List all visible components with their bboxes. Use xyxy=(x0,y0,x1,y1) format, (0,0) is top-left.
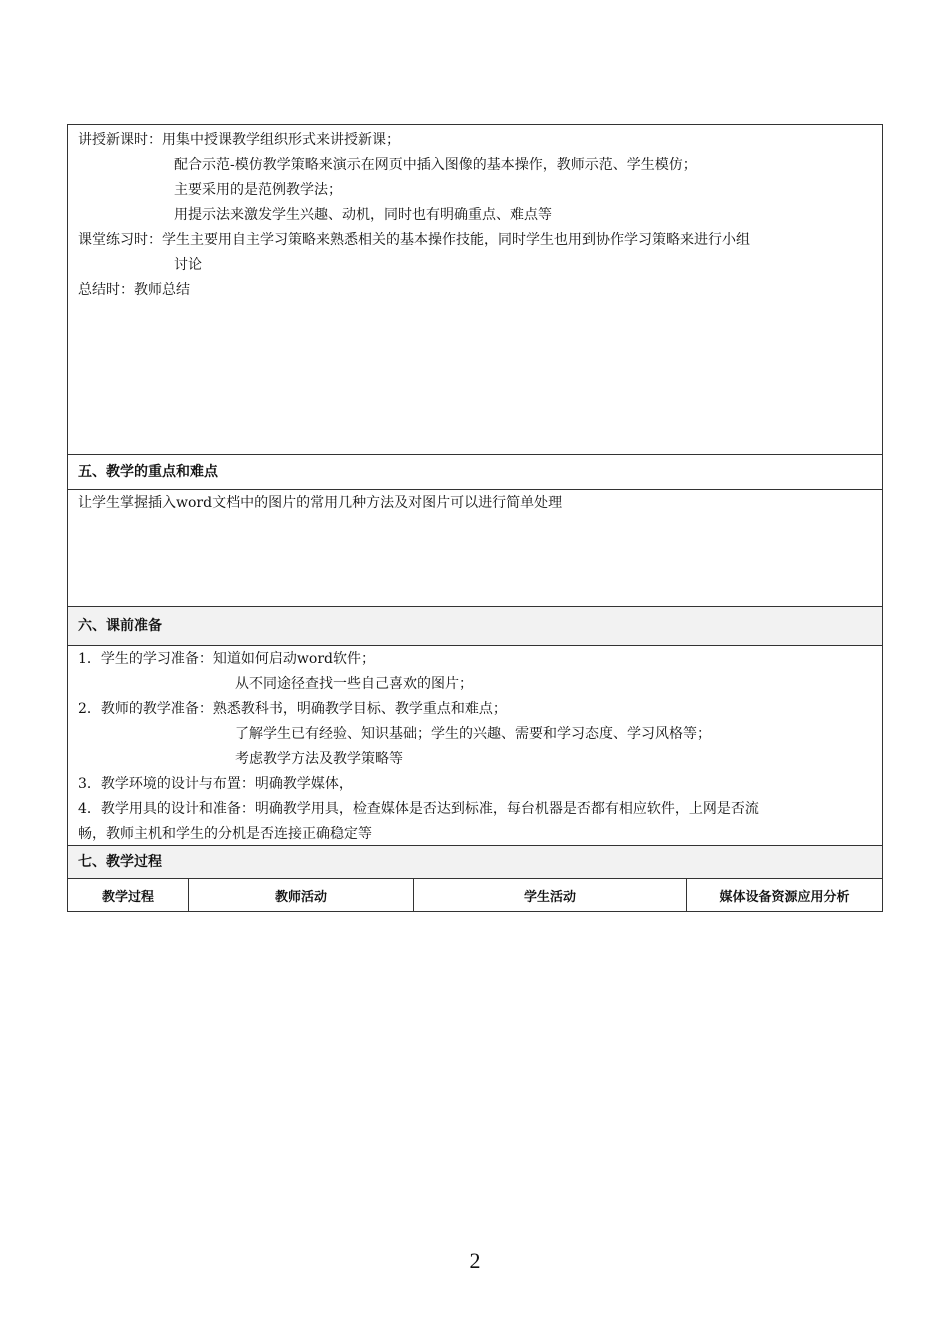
section5-title: 五、教学的重点和难点 xyxy=(78,464,218,480)
prep-line: 畅，教师主机和学生的分机是否连接正确稳定等 xyxy=(78,826,372,842)
methods-line: 主要采用的是范例教学法； xyxy=(174,182,342,198)
prep-line: 3．教学环境的设计与布置：明确教学媒体， xyxy=(78,776,353,792)
column-header-student-activity: 学生活动 xyxy=(414,879,687,911)
section5-heading xyxy=(67,455,883,490)
methods-line: 讲授新课时：用集中授课教学组织形式来讲授新课； xyxy=(78,132,400,148)
page-number: 2 xyxy=(469,1248,481,1273)
methods-line: 配合示范-模仿教学策略来演示在网页中插入图像的基本操作，教师示范、学生模仿； xyxy=(174,157,697,173)
prep-line: 1．学生的学习准备：知道如何启动word软件； xyxy=(78,651,375,667)
methods-line: 用提示法来激发学生兴趣、动机，同时也有明确重点、难点等 xyxy=(174,207,552,223)
column-header-media-analysis: 媒体设备资源应用分析 xyxy=(719,889,850,905)
methods-cell xyxy=(67,124,883,455)
section6-heading xyxy=(67,607,883,646)
section5-content: 让学生掌握插入word文档中的图片的常用几种方法及对图片可以进行简单处理 xyxy=(78,495,563,511)
prep-line: 4．教学用具的设计和准备：明确教学用具，检查媒体是否达到标准，每台机器是否都有相应软件，上网是否流 xyxy=(78,801,759,817)
prep-line: 从不同途径查找一些自己喜欢的图片； xyxy=(235,676,473,692)
process-table-header xyxy=(67,879,883,912)
prep-line: 2．教师的教学准备：熟悉教科书，明确教学目标、教学重点和难点； xyxy=(78,701,507,717)
section5-content-cell xyxy=(67,490,883,607)
column-header-process: 教学过程 xyxy=(68,879,189,911)
column-header-teacher-activity: 教师活动 xyxy=(189,879,414,911)
section7-heading xyxy=(67,846,883,879)
section7-title: 七、教学过程 xyxy=(78,854,162,870)
prep-line: 了解学生已有经验、知识基础；学生的兴趣、需要和学习态度、学习风格等； xyxy=(235,726,711,742)
section6-title: 六、课前准备 xyxy=(78,618,162,634)
prep-line: 考虑教学方法及教学策略等 xyxy=(235,751,403,767)
methods-line: 课堂练习时：学生主要用自主学习策略来熟悉相关的基本操作技能，同时学生也用到协作学习策略来进行小组 xyxy=(78,232,750,248)
methods-line: 讨论 xyxy=(174,257,202,273)
methods-line: 总结时：教师总结 xyxy=(78,282,190,298)
lesson-plan-table xyxy=(67,124,883,912)
section6-content-cell xyxy=(67,646,883,846)
